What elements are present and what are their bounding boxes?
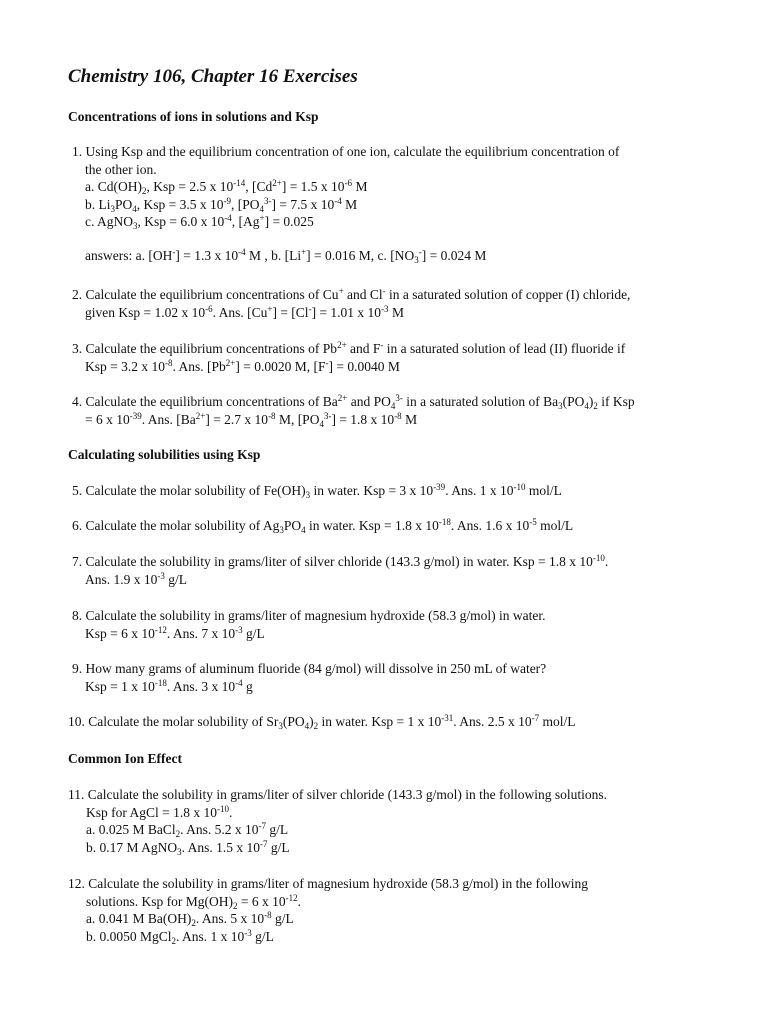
question-10 bbox=[68, 713, 708, 731]
question-2 bbox=[72, 286, 712, 321]
answer-line: = 6 x $10^{-39}$. Ans. $[Ba^{2+}] = 2.7$ x $10^{-8}$ M, $[PO_4^{3-}] = 1.8$ x $10^{-8}$ M bbox=[85, 410, 418, 429]
question-5 bbox=[72, 482, 712, 500]
question-1 bbox=[72, 143, 712, 264]
question-7 bbox=[72, 553, 712, 588]
question-text: Calculate the solubility in grams/liter of magnesium hydroxide (58.3 g/mol) in water. bbox=[85, 608, 546, 623]
question-text: Calculate the solubility in grams/liter of silver chloride (143.3 g/mol) in the following solutions. bbox=[87, 787, 608, 802]
question-number: 2. bbox=[72, 287, 83, 302]
question-part-b: b. $Li_3PO_4$, Ksp = 3.5 x $10^{-9}$, $[PO_4^{3-}] = 7.5$ x $10^{-4}$ M bbox=[85, 195, 358, 214]
answer-line: Ksp = 6 x $10^{-12}$. Ans. 7 x $10^{-3}$ g/L bbox=[85, 624, 265, 641]
question-9 bbox=[72, 660, 712, 695]
question-text: How many grams of aluminum fluoride (84 g/mol) will dissolve in 250 mL of water? bbox=[85, 661, 547, 676]
question-text: Using Ksp and the equilibrium concentration of one ion, calculate the equilibrium concentration of bbox=[85, 144, 620, 159]
answer-line: Ksp = 3.2 x $10^{-8}$. Ans. $[Pb^{2+}] = 0.0020$ M, [F-] = 0.0040 M bbox=[85, 357, 400, 374]
answers-line: answers: a. [OH-] = 1.3 x $10^{-4}$ M , b. [Li+] = 0.016 M, c. $[NO_3^-] = 0.024$ M bbox=[85, 246, 487, 265]
question-part-a: a. 0.025 M BaCl$_2$. Ans. 5.2 x $10^{-7}$ g/L bbox=[86, 821, 289, 839]
question-number: 3. bbox=[72, 341, 83, 356]
question-number: 8. bbox=[72, 608, 83, 623]
question-number: 5. bbox=[72, 483, 83, 498]
question-part-a: a. $Cd(OH)_2$, Ksp = 2.5 x $10^{-14}$, $[Cd^{2+}] = 1.5$ x $10^{-6}$ M bbox=[85, 178, 368, 196]
section-heading-common-ion: Common Ion Effect bbox=[68, 751, 182, 766]
section-heading-solubilities: Calculating solubilities using Ksp bbox=[68, 447, 261, 462]
question-text: Calculate the equilibrium concentrations of $Ba^{2+}$ and $PO_4^{3-}$ in a saturated solution of $Ba_3(PO_4)_2$ if Ksp bbox=[85, 393, 635, 411]
question-text: Calculate the molar solubility of $Ag_3PO_4$ in water. Ksp = 1.8 x $10^{-18}$. Ans. 1.6 x $10^{-5}$ mol/L bbox=[85, 517, 574, 535]
answer-line: Ksp = 1 x $10^{-18}$. Ans. 3 x $10^{-4}$ g bbox=[85, 677, 253, 694]
answer-line: given Ksp = 1.02 x $10^{-6}$. Ans. [Cu+] = [Cl-] = 1.01 x $10^{-3}$ M bbox=[85, 303, 404, 320]
question-number: 9. bbox=[72, 661, 83, 676]
question-8 bbox=[72, 607, 712, 642]
question-6 bbox=[72, 517, 712, 535]
section-heading-ksp-concentrations: Concentrations of ions in solutions and Ksp bbox=[68, 109, 319, 124]
question-12 bbox=[68, 875, 708, 945]
question-number: 10. bbox=[68, 714, 85, 729]
question-part-a: a. 0.041 M $Ba(OH)_2$. Ans. 5 x $10^{-8}$ g/L bbox=[86, 910, 294, 928]
page-title: Chemistry 106, Chapter 16 Exercises bbox=[68, 66, 358, 87]
question-number: 12. bbox=[68, 876, 85, 891]
question-text: Ksp for AgCl = 1.8 x $10^{-10}$. bbox=[86, 803, 233, 820]
question-number: 4. bbox=[72, 394, 83, 409]
question-text: Calculate the equilibrium concentrations of Cu+ and Cl- in a saturated solution of copper (I) chloride, bbox=[85, 286, 631, 302]
question-number: 7. bbox=[72, 554, 83, 569]
question-11 bbox=[68, 786, 708, 856]
question-number: 11. bbox=[68, 787, 85, 802]
question-part-c: c. AgNO$_3$, Ksp = 6.0 x $10^{-4}$, [Ag+] = 0.025 bbox=[85, 213, 314, 231]
question-number: 6. bbox=[72, 518, 83, 533]
question-number: 1. bbox=[72, 144, 83, 159]
question-text: solutions. Ksp for $Mg(OH)_2 = 6$ x $10^{-12}$. bbox=[86, 892, 301, 911]
answer-line: Ans. 1.9 x $10^{-3}$ g/L bbox=[85, 570, 188, 587]
question-4 bbox=[72, 393, 712, 428]
question-text: Calculate the molar solubility of $Fe(OH)_3$ in water. Ksp = 3 x $10^{-39}$. Ans. 1 x $10^{-10}$ mol/L bbox=[85, 482, 562, 500]
question-3 bbox=[72, 340, 712, 375]
question-text: Calculate the molar solubility of $Sr_3(PO_4)_2$ in water. Ksp = 1 x $10^{-31}$. Ans. 2.5 x $10^{-7}$ mol/L bbox=[88, 713, 576, 731]
question-text: Calculate the solubility in grams/liter of magnesium hydroxide (58.3 g/mol) in the following bbox=[88, 876, 589, 891]
question-text: Calculate the solubility in grams/liter of silver chloride (143.3 g/mol) in water. Ksp = 1.8 x $10^{-10}$. bbox=[85, 553, 609, 569]
question-part-b: b. 0.0050 MgCl$_2$. Ans. 1 x $10^{-3}$ g/L bbox=[86, 927, 274, 946]
question-text: the other ion. bbox=[85, 161, 157, 177]
question-part-b: b. 0.17 M AgNO$_3$. Ans. 1.5 x $10^{-7}$ g/L bbox=[86, 838, 290, 857]
question-text: Calculate the equilibrium concentrations of $Pb^{2+}$ and F- in a saturated solution of lead (II) fluoride if bbox=[85, 340, 626, 356]
